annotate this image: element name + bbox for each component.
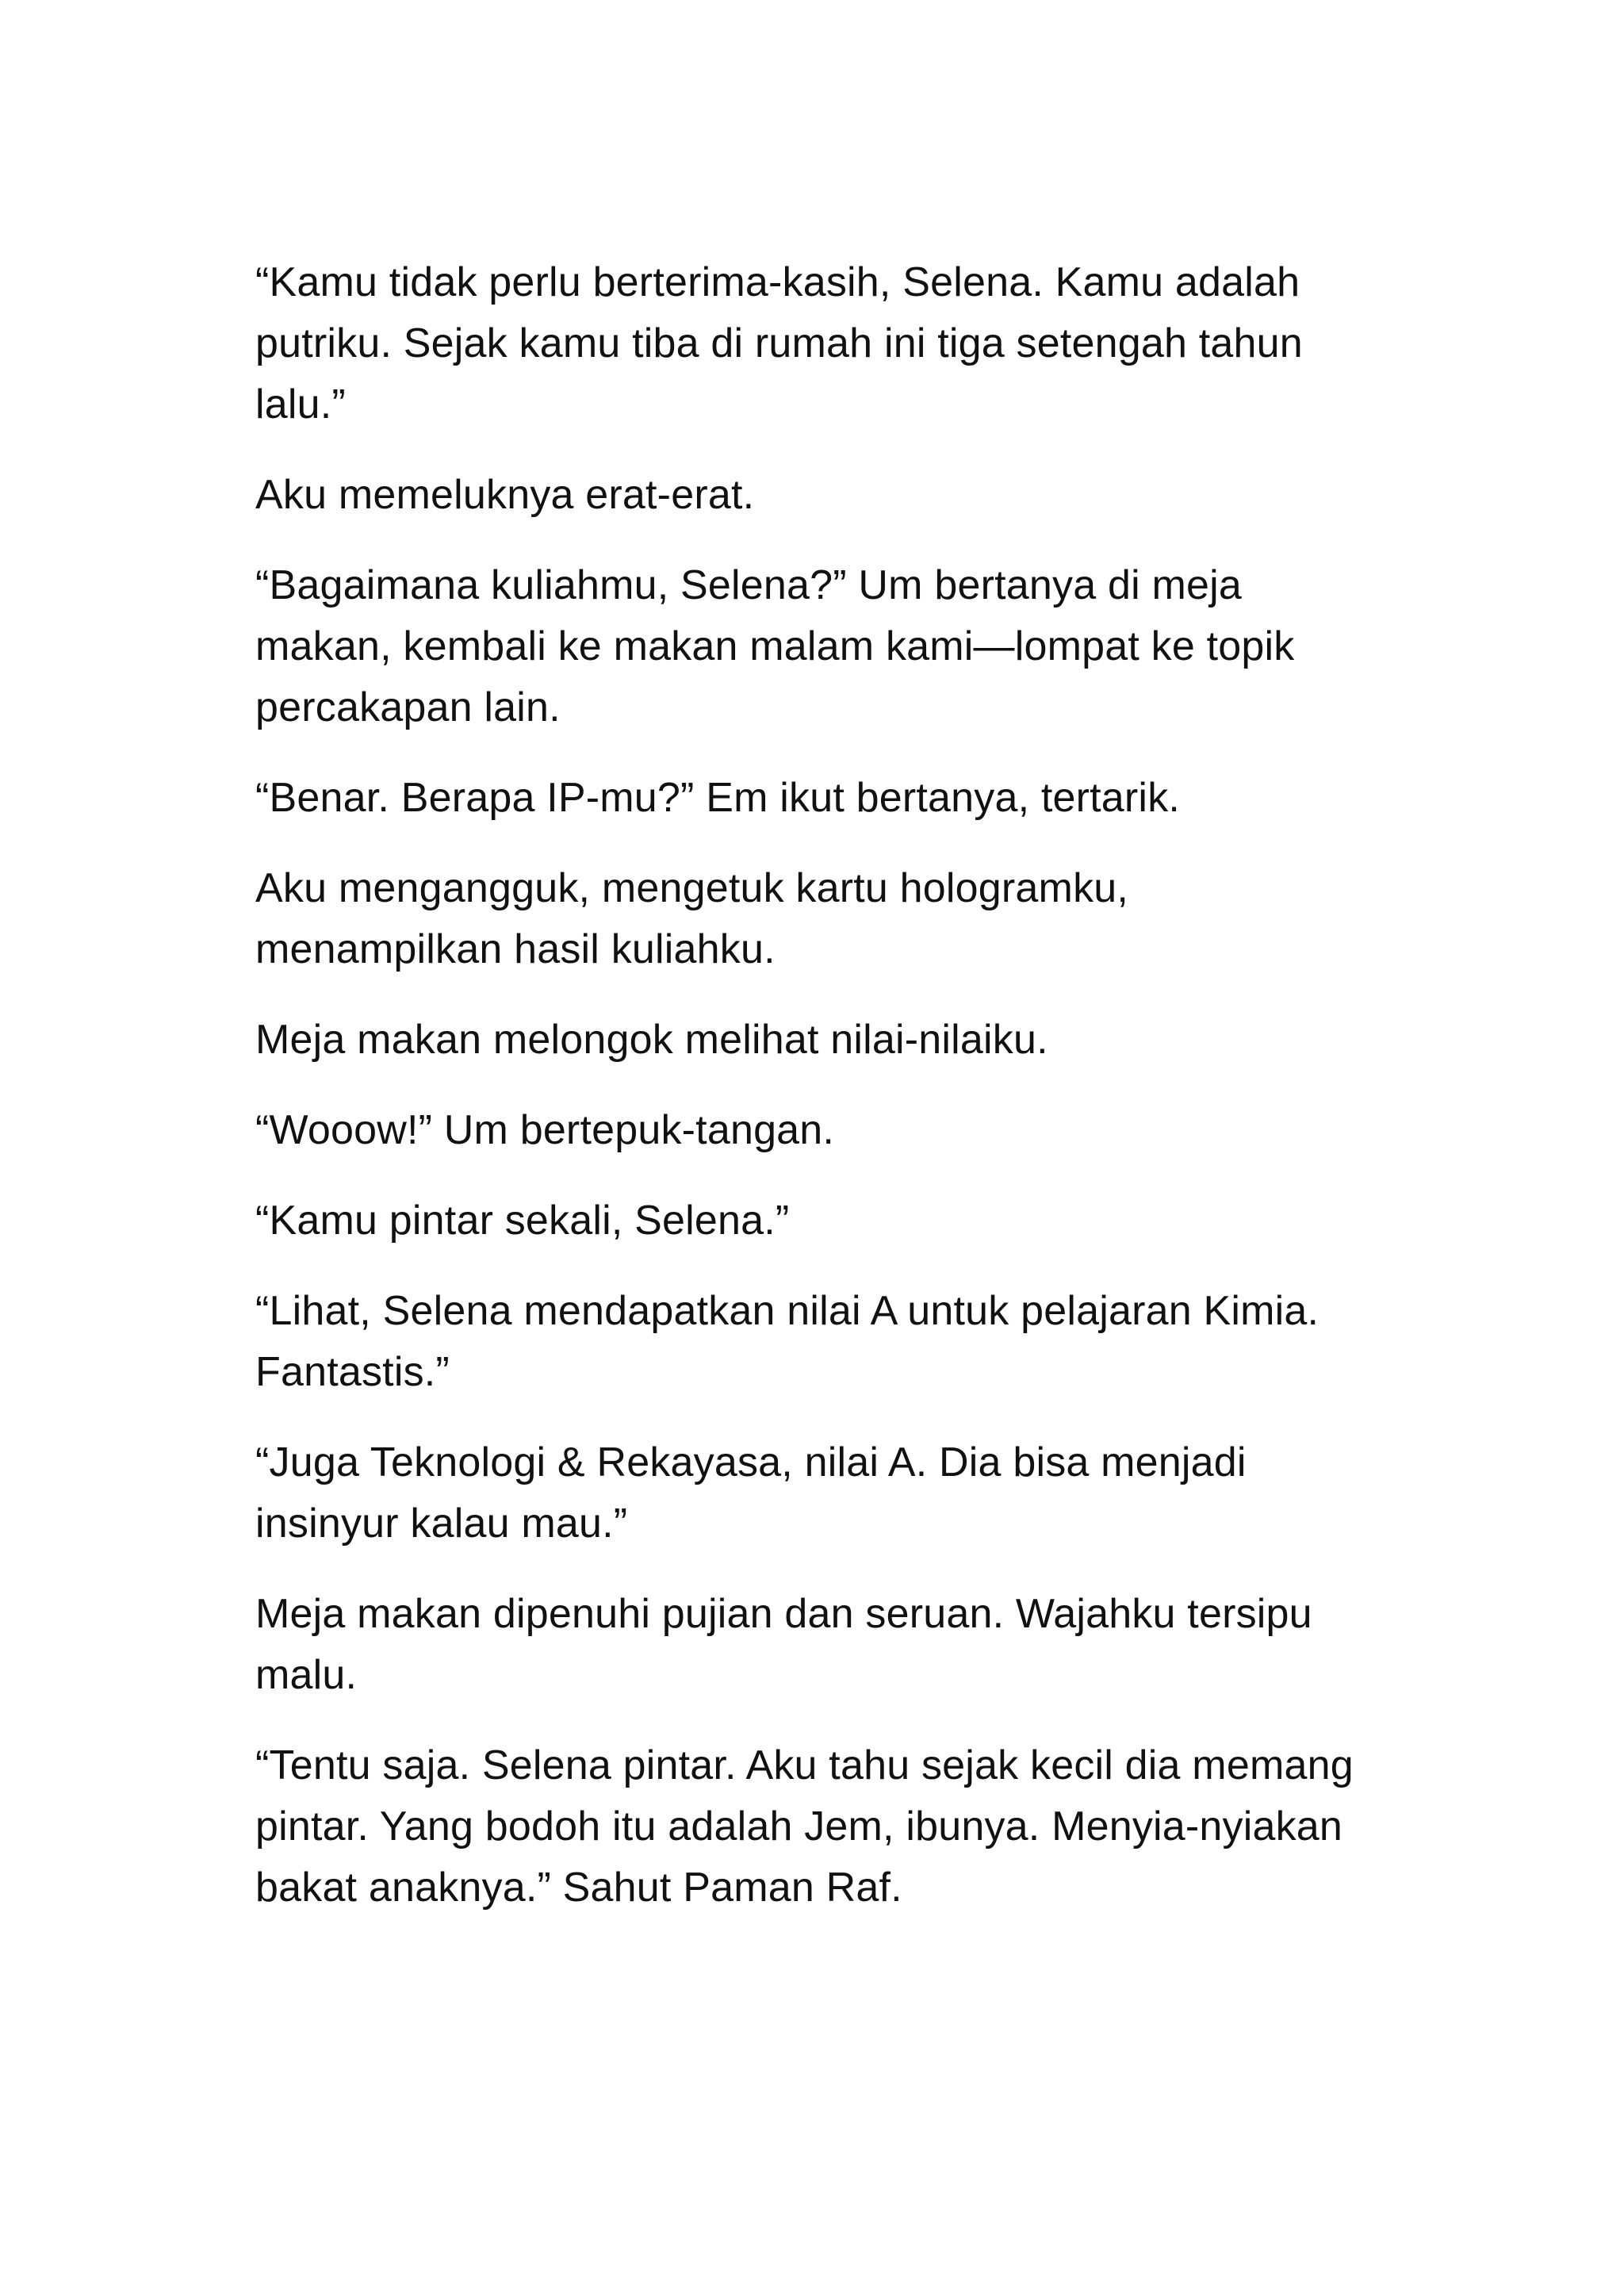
body-text xyxy=(255,252,1381,1948)
paragraph-5: Aku mengangguk, mengetuk kartu hologramku, menampilkan hasil kuliahku. xyxy=(255,865,1129,972)
paragraph-7: “Wooow!” Um bertepuk-tangan. xyxy=(255,1107,835,1153)
paragraph-1: “Kamu tidak perlu berterima-kasih, Selena. Kamu adalah putriku. Sejak kamu tiba di rumah ini tiga setengah tahun lalu.” xyxy=(255,259,1303,427)
paragraph-8: “Kamu pintar sekali, Selena.” xyxy=(255,1198,790,1244)
paragraph-12: “Tentu saja. Selena pintar. Aku tahu sejak kecil dia memang pintar. Yang bodoh itu adalah Jem, ibunya. Menyia-nyiakan bakat anaknya.” Sahut Paman Raf. xyxy=(255,1742,1354,1911)
paragraph-3: “Bagaimana kuliahmu, Selena?” Um bertanya di meja makan, kembali ke makan malam kami—lompat ke topik percakapan lain. xyxy=(255,562,1295,730)
paragraph-4: “Benar. Berapa IP-mu?” Em ikut bertanya, tertarik. xyxy=(255,775,1181,821)
paragraph-9: “Lihat, Selena mendapatkan nilai A untuk pelajaran Kimia. Fantastis.” xyxy=(255,1288,1320,1395)
paragraph-6: Meja makan melongok melihat nilai-nilaiku. xyxy=(255,1017,1048,1063)
paragraph-11: Meja makan dipenuhi pujian dan seruan. Wajahku tersipu malu. xyxy=(255,1591,1312,1698)
paragraph-10: “Juga Teknologi & Rekayasa, nilai A. Dia bisa menjadi insinyur kalau mau.” xyxy=(255,1439,1247,1547)
paragraph-2: Aku memeluknya erat-erat. xyxy=(255,472,755,518)
